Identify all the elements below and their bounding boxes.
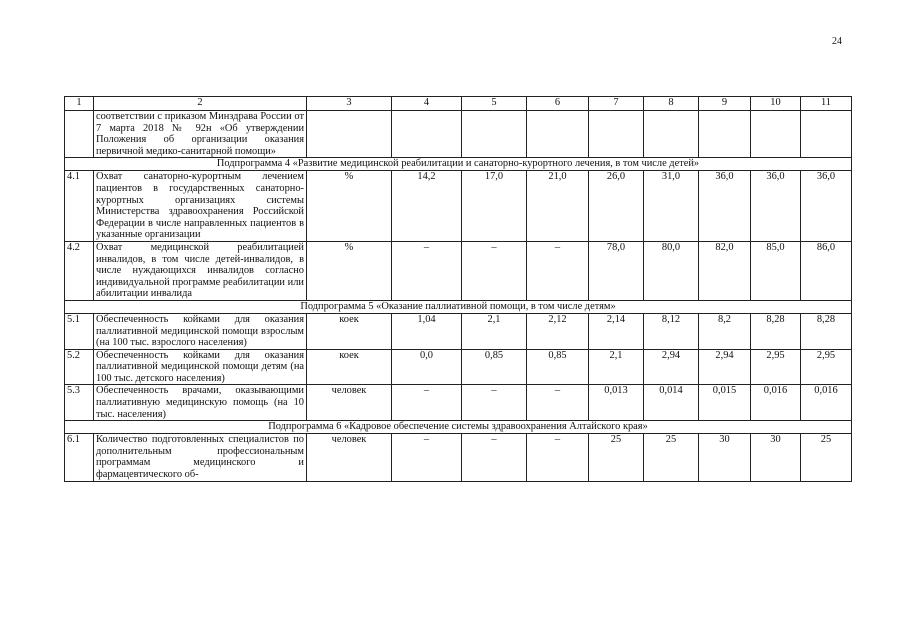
column-number: 4 (392, 97, 462, 111)
value-cell: 2,12 (527, 313, 589, 349)
value-cell: 21,0 (527, 171, 589, 242)
continuation-row (65, 111, 852, 158)
value-cell: 8,28 (801, 313, 852, 349)
empty-cell (307, 111, 392, 158)
value-cell: 14,2 (392, 171, 462, 242)
unit-cell: коек (307, 349, 392, 385)
row-number: 4.2 (65, 241, 94, 300)
value-cell: 8,12 (644, 313, 699, 349)
unit-cell: человек (307, 434, 392, 481)
value-cell: 25 (801, 434, 852, 481)
value-cell: – (392, 385, 462, 421)
indicator-description: Охват медицинской реабилитацией инвалидов, в том числе детей-инвалидов, в числе нуждающихся инвалидов согласно индивидуальной программе реабилитации или абилитации инвалида (94, 241, 307, 300)
value-cell: 17,0 (462, 171, 527, 242)
value-cell: 25 (589, 434, 644, 481)
value-cell: 30 (751, 434, 801, 481)
empty-cell (644, 111, 699, 158)
column-number: 9 (699, 97, 751, 111)
value-cell: 80,0 (644, 241, 699, 300)
value-cell: 0,85 (527, 349, 589, 385)
value-cell: – (462, 385, 527, 421)
value-cell: 1,04 (392, 313, 462, 349)
subprogram-row (65, 421, 852, 434)
table-row (65, 241, 852, 300)
row-number: 6.1 (65, 434, 94, 481)
row-number: 4.1 (65, 171, 94, 242)
value-cell: 36,0 (751, 171, 801, 242)
value-cell: 0,015 (699, 385, 751, 421)
subprogram-title: Подпрограмма 6 «Кадровое обеспечение системы здравоохранения Алтайского края» (65, 421, 852, 434)
column-number: 1 (65, 97, 94, 111)
value-cell: 0,016 (751, 385, 801, 421)
indicator-description: Обеспеченность врачами, оказывающими паллиативную медицинскую помощь (на 10 тыс. населения) (94, 385, 307, 421)
value-cell: 0,014 (644, 385, 699, 421)
value-cell: – (462, 241, 527, 300)
table-row (65, 434, 852, 481)
value-cell: 8,2 (699, 313, 751, 349)
value-cell: 36,0 (699, 171, 751, 242)
value-cell: – (392, 434, 462, 481)
subprogram-row (65, 158, 852, 171)
indicator-description: соответствии с приказом Минздрава России от 7 марта 2018 № 92н «Об утверждении Положения об организации оказания первичной медико-санитарной помощи» (94, 111, 307, 158)
value-cell: 2,94 (699, 349, 751, 385)
value-cell: 2,1 (589, 349, 644, 385)
table-row (65, 349, 852, 385)
subprogram-title: Подпрограмма 5 «Оказание паллиативной помощи, в том числе детям» (65, 300, 852, 313)
value-cell: 0,0 (392, 349, 462, 385)
empty-cell (751, 111, 801, 158)
value-cell: – (527, 241, 589, 300)
column-number: 7 (589, 97, 644, 111)
subprogram-title: Подпрограмма 4 «Развитие медицинской реабилитации и санаторно-курортного лечения, в том числе детей» (65, 158, 852, 171)
unit-cell: человек (307, 385, 392, 421)
value-cell: 36,0 (801, 171, 852, 242)
row-number (65, 111, 94, 158)
value-cell: 31,0 (644, 171, 699, 242)
subprogram-row (65, 300, 852, 313)
empty-cell (699, 111, 751, 158)
value-cell: – (392, 241, 462, 300)
value-cell: 8,28 (751, 313, 801, 349)
value-cell: 25 (644, 434, 699, 481)
indicator-description: Обеспеченность койками для оказания паллиативной медицинской помощи взрослым (на 100 тыс. взрослого населения) (94, 313, 307, 349)
column-number: 10 (751, 97, 801, 111)
value-cell: 30 (699, 434, 751, 481)
indicator-table (64, 96, 852, 482)
table-row (65, 385, 852, 421)
unit-cell: % (307, 171, 392, 242)
value-cell: – (527, 385, 589, 421)
page-number: 24 (832, 36, 842, 47)
empty-cell (589, 111, 644, 158)
value-cell: 26,0 (589, 171, 644, 242)
unit-cell: коек (307, 313, 392, 349)
indicator-description: Обеспеченность койками для оказания паллиативной медицинской помощи детям (на 100 тыс. детского населения) (94, 349, 307, 385)
empty-cell (392, 111, 462, 158)
value-cell: 2,1 (462, 313, 527, 349)
column-number: 8 (644, 97, 699, 111)
value-cell: 82,0 (699, 241, 751, 300)
value-cell: 2,94 (644, 349, 699, 385)
indicator-description: Охват санаторно-курортным лечением пациентов в государственных санаторно-курортных организациях системы Министерства здравоохранения Российской Федерации в числе направленных пациентов в указанные организации (94, 171, 307, 242)
value-cell: 0,016 (801, 385, 852, 421)
value-cell: 2,95 (801, 349, 852, 385)
value-cell: 2,14 (589, 313, 644, 349)
value-cell: 0,013 (589, 385, 644, 421)
empty-cell (462, 111, 527, 158)
row-number: 5.3 (65, 385, 94, 421)
indicator-description: Количество подготовленных специалистов по дополнительным профессиональным программам медицинского и фармацевтического об- (94, 434, 307, 481)
value-cell: 86,0 (801, 241, 852, 300)
table-row (65, 313, 852, 349)
row-number: 5.2 (65, 349, 94, 385)
column-number: 5 (462, 97, 527, 111)
row-number: 5.1 (65, 313, 94, 349)
empty-cell (527, 111, 589, 158)
value-cell: – (462, 434, 527, 481)
column-number: 6 (527, 97, 589, 111)
empty-cell (801, 111, 852, 158)
value-cell: 78,0 (589, 241, 644, 300)
column-number: 3 (307, 97, 392, 111)
value-cell: 85,0 (751, 241, 801, 300)
column-number: 11 (801, 97, 852, 111)
value-cell: 0,85 (462, 349, 527, 385)
column-number: 2 (94, 97, 307, 111)
value-cell: 2,95 (751, 349, 801, 385)
value-cell: – (527, 434, 589, 481)
table-row (65, 171, 852, 242)
unit-cell: % (307, 241, 392, 300)
column-number-row (65, 97, 852, 111)
